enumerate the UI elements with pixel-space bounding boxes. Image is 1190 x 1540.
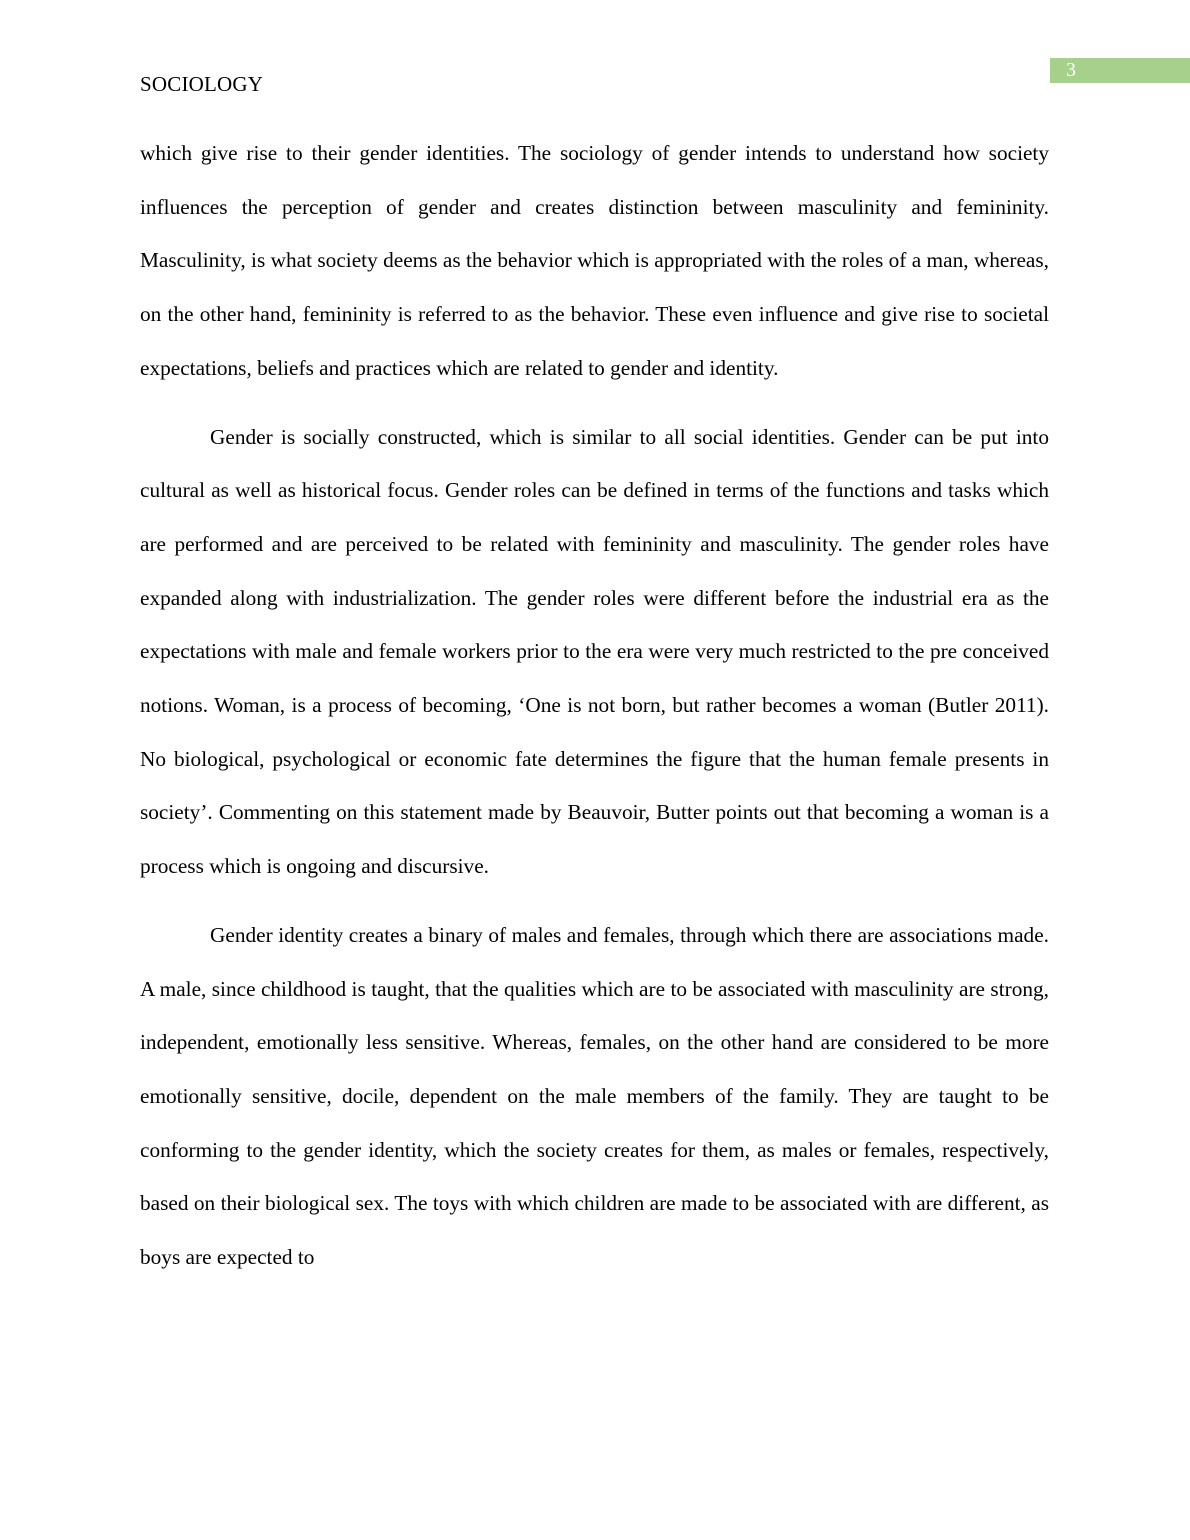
body-text — [140, 127, 1049, 1300]
running-head: SOCIOLOGY — [140, 72, 264, 96]
page-number: 3 — [1066, 59, 1076, 81]
paragraph-3: Gender identity creates a binary of males and females, through which there are associations made. A male, since childhood is taught, that the qualities which are to be associated with masculinity are strong, independent, emotionally less sensitive. Whereas, females, on the other hand are considered to be more emotionally sensitive, docile, dependent on the male members of the family. They are taught to be conforming to the gender identity, which the society creates for them, as males or females, respectively, based on their biological sex. The toys with which children are made to be associated with are different, as boys are expected to — [140, 922, 1049, 1270]
page-number-bar — [1050, 58, 1190, 83]
paragraph-1: which give rise to their gender identities. The sociology of gender intends to understand how society influences the perception of gender and creates distinction between masculinity and femininity. Masculinity, is what society deems as the behavior which is appropriated with the roles of a man, whereas, on the other hand, femininity is referred to as the behavior. These even influence and give rise to societal expectations, beliefs and practices which are related to gender and identity. — [140, 141, 1049, 380]
paragraph-2: Gender is socially constructed, which is similar to all social identities. Gender can be put into cultural as well as historical focus. Gender roles can be defined in terms of the functions and tasks which are performed and are perceived to be related with femininity and masculinity. The gender roles have expanded along with industrialization. The gender roles were different before the industrial era as the expectations with male and female workers prior to the era were very much restricted to the pre conceived notions. Woman, is a process of becoming, ‘One is not born, but rather becomes a woman (Butler 2011). No biological, psychological or economic fate determines the figure that the human female presents in society’. Commenting on this statement made by Beauvoir, Butter points out that becoming a woman is a process which is ongoing and discursive. — [140, 424, 1049, 879]
